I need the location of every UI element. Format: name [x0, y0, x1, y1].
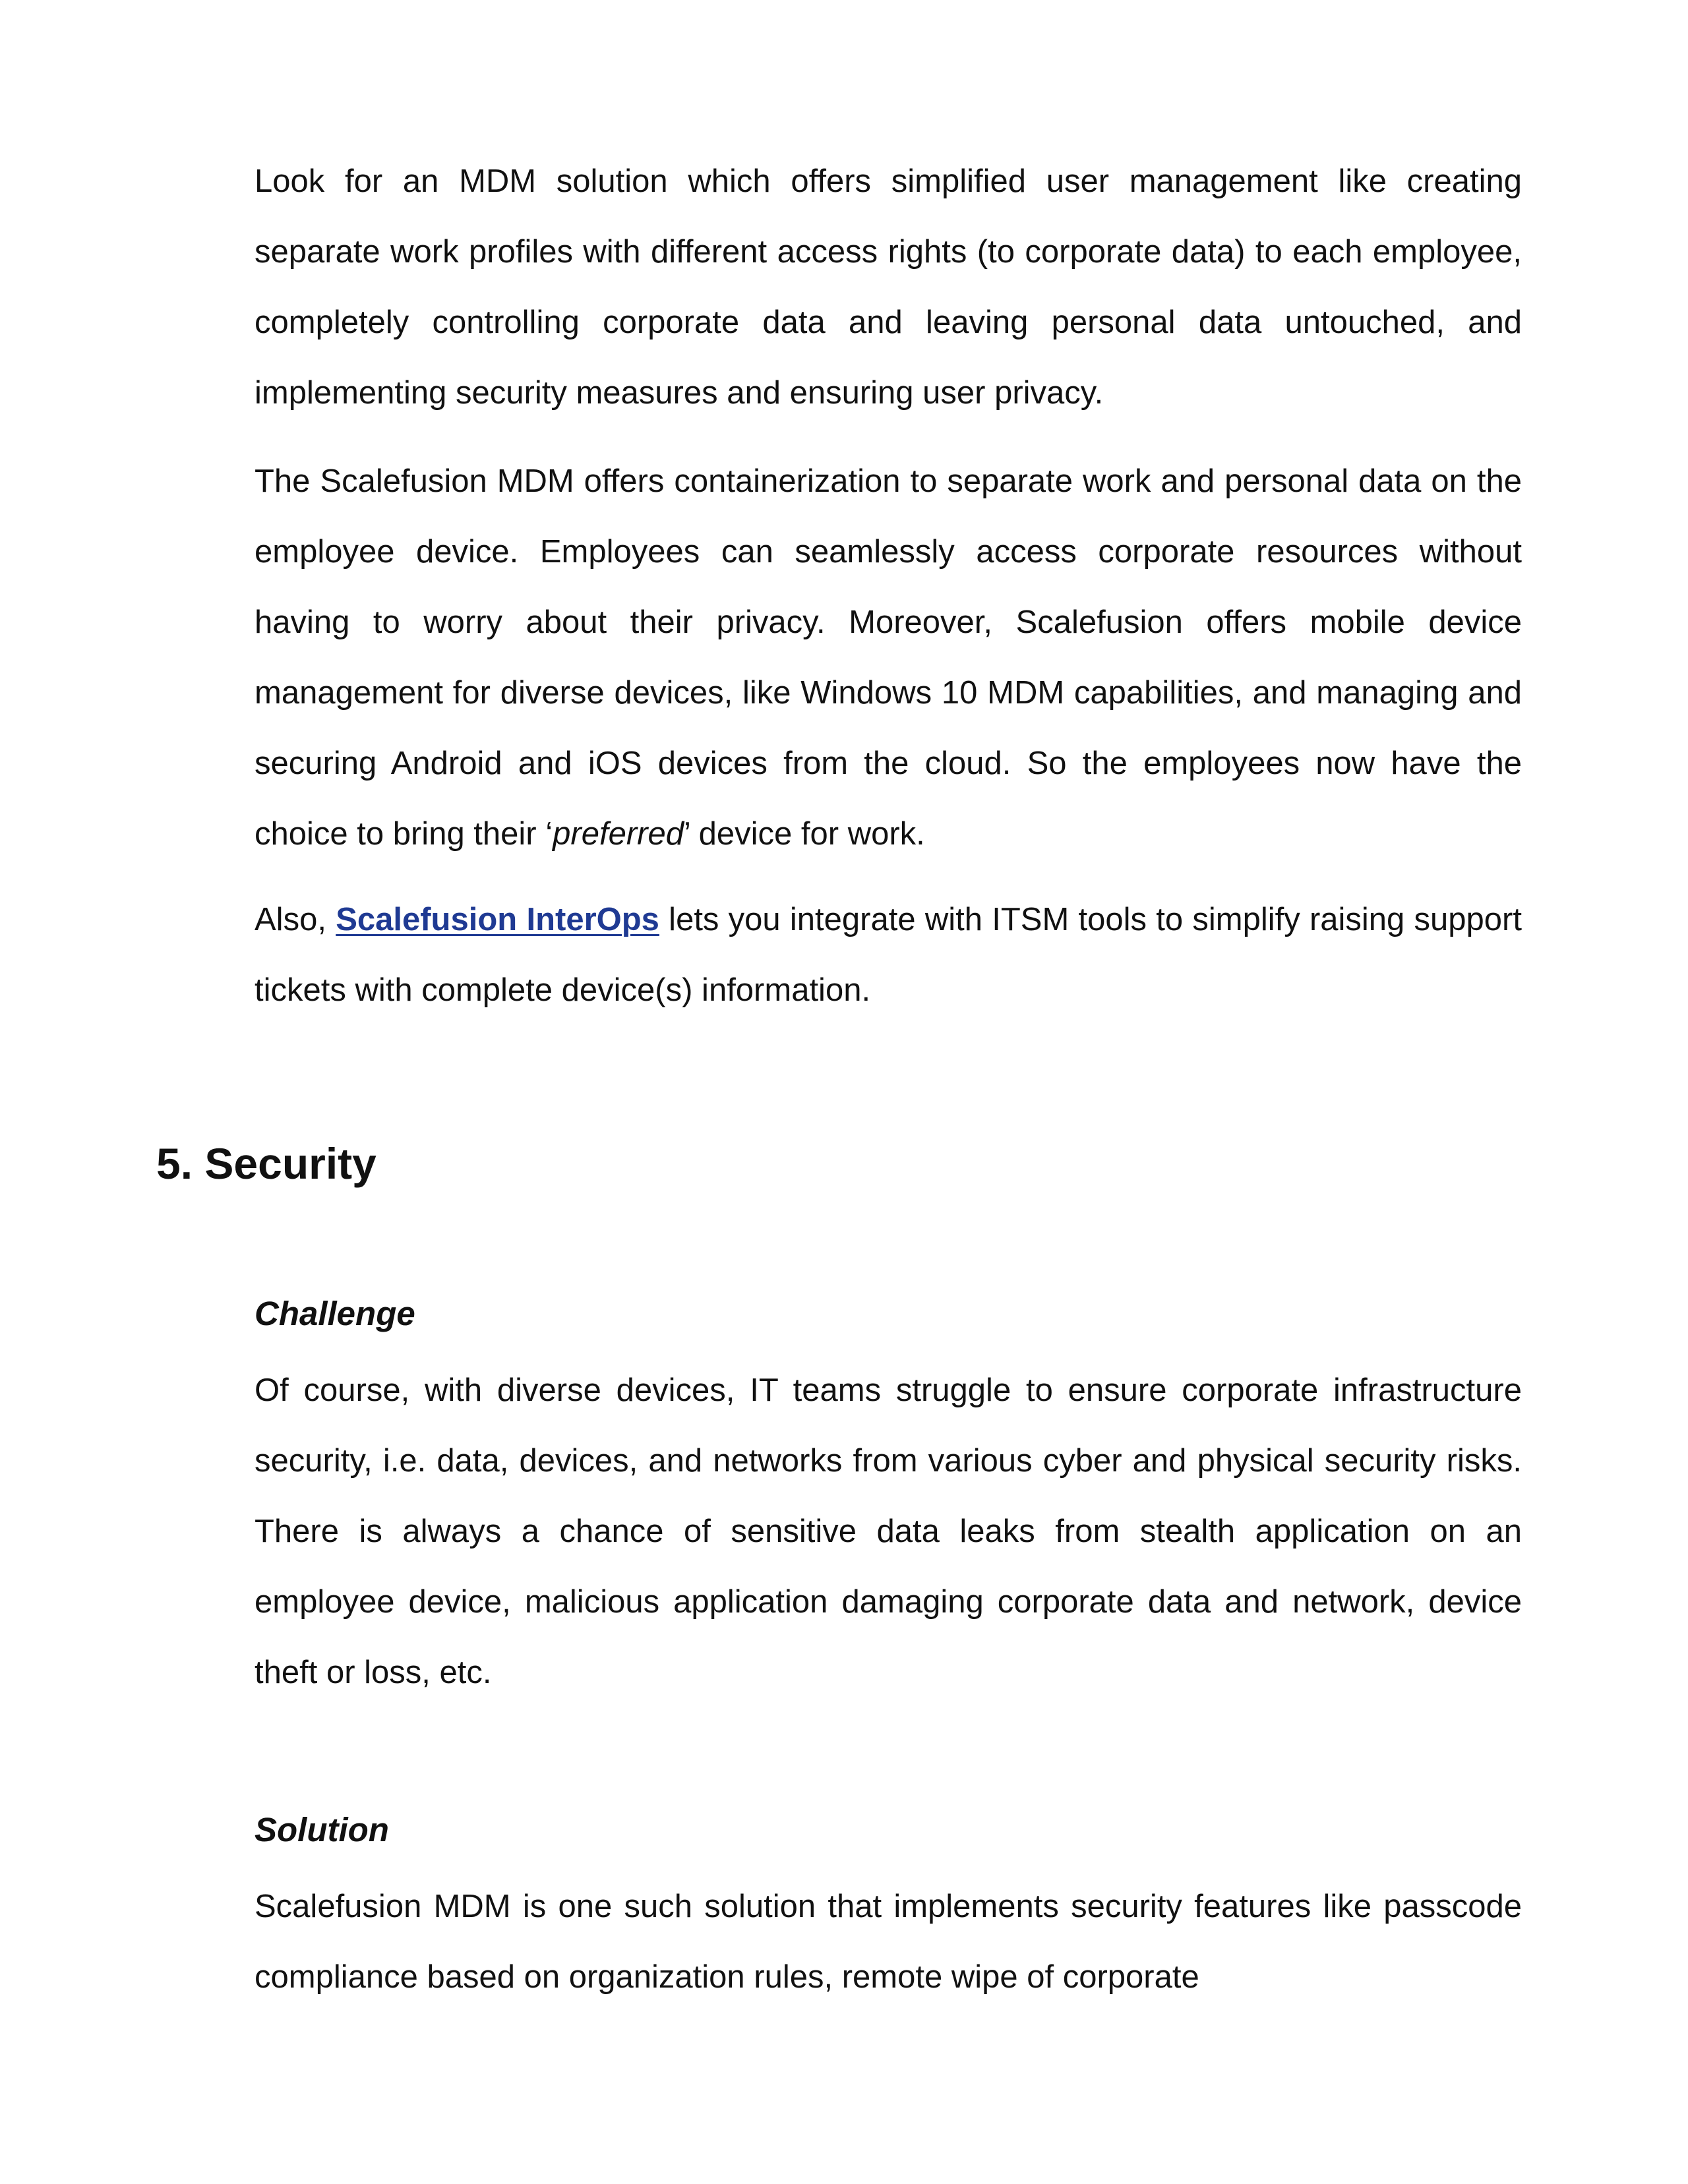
paragraph-challenge: Of course, with diverse devices, IT teams struggle to ensure corporate infrastructure security, i.e. data, devices, and networks from various cyber and physical security risks. There is always a chance of sensitive data leaks from stealth application on an employee device, malicious application damaging corporate data and network, device theft or loss, etc. — [255, 1372, 1522, 1690]
subheading-challenge: Challenge — [255, 1295, 415, 1332]
paragraph-interops-lead: Also, — [255, 902, 336, 937]
subheading-solution: Solution — [255, 1811, 389, 1848]
scalefusion-interops-link[interactable]: Scalefusion InterOps — [336, 902, 659, 937]
section-heading-security: 5. Security — [156, 1139, 377, 1188]
paragraph-user-management: Look for an MDM solution which offers simplified user management like creating separate work profiles with different access rights (to corporate data) to each employee, completely controlling corporate data and leaving personal data untouched, and implementing security measures and ensuring user privacy. — [255, 163, 1522, 411]
paragraph-solution: Scalefusion MDM is one such solution that implements security features like passcode compliance based on organization rules, remote wipe of corporate — [255, 1889, 1522, 1995]
paragraph-containerization-end: ’ device for work. — [683, 816, 925, 852]
paragraph-interops — [255, 885, 1522, 1026]
paragraph-containerization — [255, 446, 1522, 870]
paragraph-interops-text: lets you integrate with ITSM tools to simplify raising support tickets with complete device(s) information. — [255, 902, 1522, 1008]
paragraph-containerization-text: The Scalefusion MDM offers containerization to separate work and personal data on the employee device. Employees can seamlessly access corporate resources without having to worry about their privacy. Moreover, Scalefusion offers mobile device management for diverse devices, like Windows 10 MDM capabilities, and managing and securing Android and iOS devices from the cloud. So the employees now have the choice to bring their ‘ — [255, 463, 1522, 852]
emphasis-preferred: preferred — [553, 816, 684, 852]
